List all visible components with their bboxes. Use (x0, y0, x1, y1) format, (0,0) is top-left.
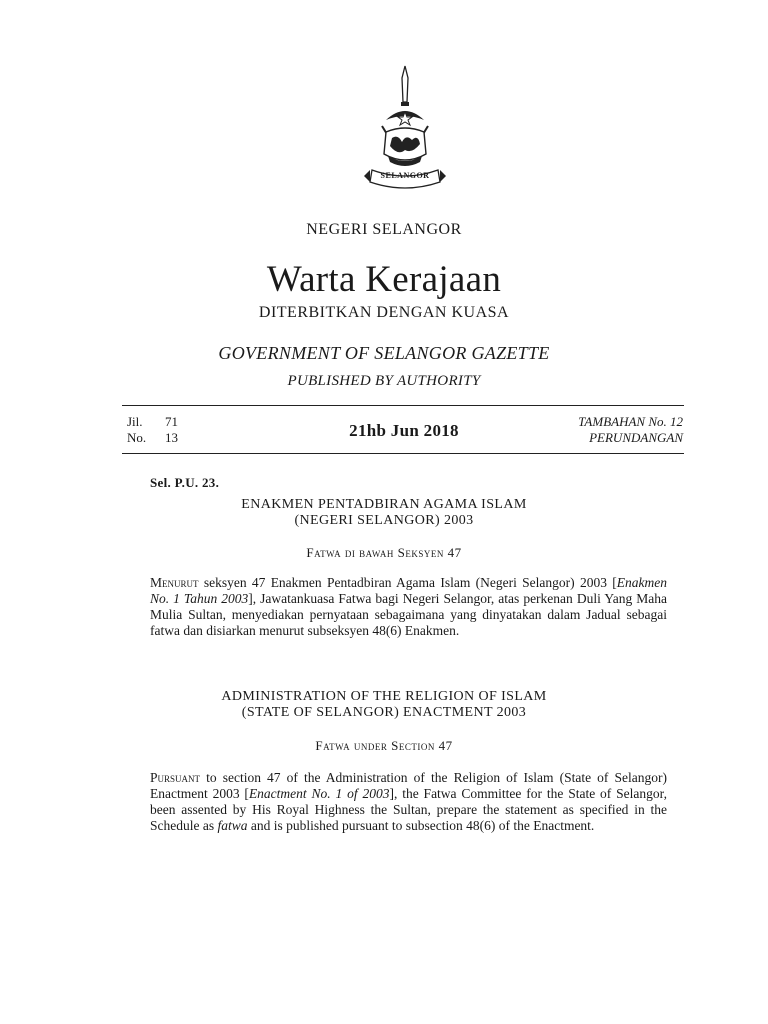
english-text-c: and is published pursuant to subsection 48(6) of the Enactment. (247, 818, 595, 833)
bottom-divider (122, 453, 684, 454)
english-title-line2: (STATE OF SELANGOR) ENACTMENT 2003 (241, 705, 527, 720)
issue-label: No. (127, 430, 147, 445)
english-lead-word: Pursuant (150, 770, 201, 785)
malay-paragraph (150, 575, 667, 639)
published-english: PUBLISHED BY AUTHORITY (287, 373, 481, 389)
english-subtitle: Fatwa under Section 47 (315, 738, 453, 753)
malay-enactment-ref: Enakmen No. 1 Tahun 2003 (150, 575, 667, 606)
selangor-crest-icon (362, 62, 448, 198)
malay-text-b: ], Jawatankuasa Fatwa bagi Negeri Selangor, atas perkenan Duli Yang Maha Mulia Sultan, menyediakan pernyataan sebagaimana yang dinyatakan dalam Jadual sebagai fatwa dan disiarkan menurut subseksyen 48(6) Enakmen. (150, 591, 667, 638)
top-divider (122, 405, 684, 406)
state-name: NEGERI SELANGOR (306, 221, 462, 238)
gazette-english-title: GOVERNMENT OF SELANGOR GAZETTE (218, 343, 550, 363)
gazette-title: Warta Kerajaan (266, 259, 502, 300)
malay-title-line2: (NEGERI SELANGOR) 2003 (294, 513, 474, 528)
english-title-line1: ADMINISTRATION OF THE RELIGION OF ISLAM (221, 689, 547, 704)
notice-reference: Sel. P.U. 23. (150, 475, 220, 490)
published-malay: DITERBITKAN DENGAN KUASA (258, 304, 510, 321)
malay-subtitle: Fatwa di bawah Seksyen 47 (306, 545, 462, 560)
english-paragraph (150, 770, 667, 834)
malay-lead-word: Menurut (150, 575, 199, 590)
crest-label: SELANGOR (380, 171, 430, 180)
malay-enactment-title (0, 497, 768, 529)
supplement-category: PERUNDANGAN (589, 430, 683, 445)
issue-number: 13 (165, 430, 178, 445)
issue-date: 21hb Jun 2018 (349, 421, 459, 440)
volume-number: 71 (165, 414, 178, 429)
english-fatwa-term: fatwa (217, 818, 248, 833)
english-text-a: to section 47 of the Administration of the Religion of Islam (State of Selangor) Enactment 2003 [ (150, 770, 667, 801)
volume-label: Jil. (127, 414, 143, 429)
english-text-b: ], the Fatwa Committee for the State of Selangor, been assented by His Royal Highness the Sultan, prepare the statement as specified in the Schedule as (150, 786, 667, 833)
supplement-number: TAMBAHAN No. 12 (578, 414, 683, 429)
malay-text-a: seksyen 47 Enakmen Pentadbiran Agama Islam (Negeri Selangor) 2003 [ (198, 575, 617, 590)
english-enactment-title (0, 689, 768, 721)
malay-title-line1: ENAKMEN PENTADBIRAN AGAMA ISLAM (241, 497, 527, 512)
supplement-block (578, 414, 683, 446)
english-enactment-ref: Enactment No. 1 of 2003 (248, 786, 390, 801)
